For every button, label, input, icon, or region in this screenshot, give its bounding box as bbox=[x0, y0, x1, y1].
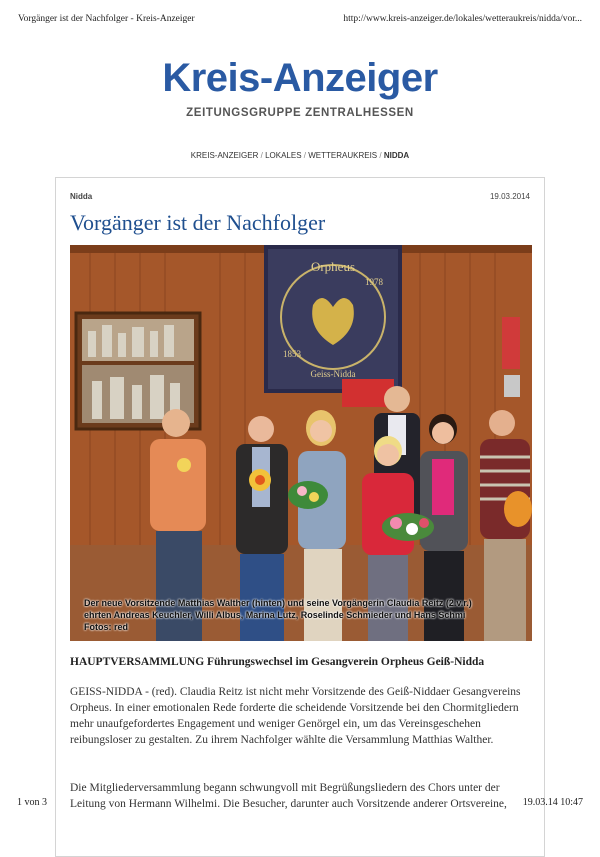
article-subhead: HAUPTVERSAMMLUNG Führungswechsel im Gesangverein Orpheus Geiß-Nidda bbox=[70, 656, 485, 668]
article-card bbox=[55, 177, 545, 857]
article-headline: Vorgänger ist der Nachfolger bbox=[70, 210, 326, 235]
print-header bbox=[18, 14, 582, 24]
print-page-number: 1 von 3 bbox=[17, 797, 47, 808]
banner-year-left: 1853 bbox=[283, 349, 301, 359]
breadcrumb-item-lokales[interactable]: LOKALES bbox=[265, 151, 302, 160]
masthead bbox=[0, 56, 600, 119]
caption-line: ehrten Andreas Keuchler, Willi Albus, Marina Lutz, Roselinde Schmieder und Hans Schmi bbox=[84, 610, 466, 620]
print-page-title: Vorgänger ist der Nachfolger - Kreis-Anzeiger bbox=[18, 14, 195, 24]
article-paragraph: GEISS-NIDDA - (red). Claudia Reitz ist nicht mehr Vorsitzende des Geiß-Niddaer Gesangvereins Orpheus. In einer emotionalen Rede forderte die scheidende Vorsitzende bei den Chormitgliedern mehr unaufgefordertes Engagement und weniger Genörgel ein, um das Vereinsgeschehen reibungsloser zu gestalten. Zu ihrem Nachfolger wählte die Versammlung Matthias Walther. bbox=[70, 686, 521, 746]
site-logo[interactable]: Kreis-Anzeiger bbox=[162, 56, 438, 100]
article-photo[interactable] bbox=[70, 245, 532, 641]
photo-caption bbox=[84, 597, 532, 633]
caption-line: Der neue Vorsitzende Matthias Walther (hinten) und seine Vorgängerin Claudia Reitz (2.v.r.) bbox=[84, 598, 472, 608]
print-page-url: http://www.kreis-anzeiger.de/lokales/wetteraukreis/nidda/vor... bbox=[343, 14, 582, 24]
photo-credit: Fotos: red bbox=[84, 622, 128, 632]
breadcrumb-separator: / bbox=[303, 151, 307, 160]
article-meta bbox=[70, 192, 530, 201]
breadcrumb-item-nidda[interactable]: NIDDA bbox=[383, 151, 410, 160]
print-timestamp: 19.03.14 10:47 bbox=[522, 797, 583, 808]
breadcrumb-separator: / bbox=[379, 151, 382, 160]
banner-top-text: Orpheus bbox=[310, 259, 356, 274]
article-paragraph: Die Mitgliederversammlung begann schwungvoll mit Begrüßungsliedern des Chors unter der Leitung von Hermann Wilhelmi. Die Besucher, darunter auch Vorsitzende anderer Ortsvereine, bbox=[70, 782, 507, 810]
group-photo-illustration bbox=[70, 245, 532, 641]
breadcrumb bbox=[0, 151, 600, 160]
banner-year-right: 1978 bbox=[365, 277, 383, 287]
breadcrumb-separator: / bbox=[260, 151, 263, 160]
banner-bottom-text: Geiss-Nidda bbox=[310, 369, 356, 379]
article-section: Nidda bbox=[70, 192, 93, 201]
article-date: 19.03.2014 bbox=[489, 192, 530, 201]
site-tagline: ZEITUNGSGRUPPE ZENTRALHESSEN bbox=[186, 107, 414, 119]
breadcrumb-item-wetteraukreis[interactable]: WETTERAUKREIS bbox=[308, 151, 378, 160]
breadcrumb-item-kreis-anzeiger[interactable]: KREIS-ANZEIGER bbox=[190, 151, 259, 160]
